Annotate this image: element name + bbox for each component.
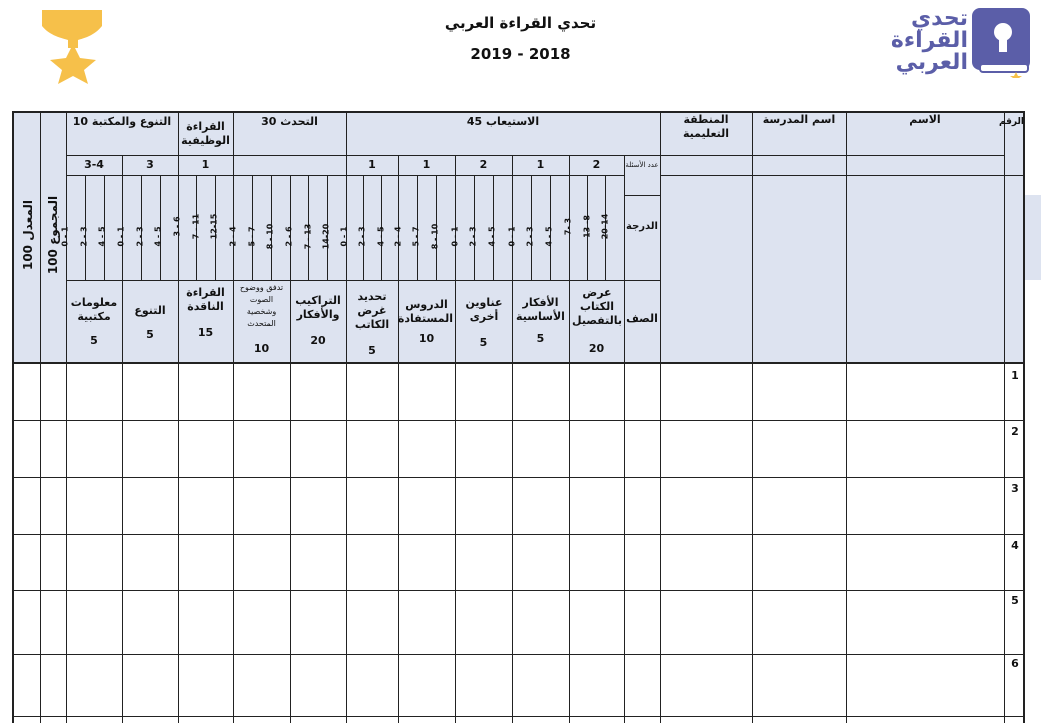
row-number: 3 <box>1011 482 1019 495</box>
col-grade: الدرجة <box>626 221 658 232</box>
label-author-purpose: تحديد غرض الكاتب <box>354 290 390 331</box>
group-functional-reading: القراءة الوظيفية <box>181 120 230 147</box>
label-voice-fluency: تدفق ووضوح الصوت وشخصية المتحدث <box>239 283 284 328</box>
col-class: الصف <box>626 312 658 325</box>
row-number: 1 <box>1011 369 1019 382</box>
label-lessons-learned: الدروس المستفادة <box>397 298 453 325</box>
row-number: 5 <box>1011 594 1019 607</box>
col-average: المعدل 100 <box>21 199 35 271</box>
group-variety-library: التنوع والمكتبة 10 <box>72 115 172 128</box>
col-total: المجموع 100 <box>46 195 60 275</box>
col-number: الرقم <box>998 117 1024 127</box>
group-comprehension: الاستيعاب 45 <box>466 115 540 128</box>
label-other-titles: عناوين أخرى <box>465 296 503 323</box>
page-title: تحدي القراءة العربي <box>444 14 597 32</box>
row-number: 2 <box>1011 425 1019 438</box>
col-questions-count: عدد الأسئلة <box>625 161 659 169</box>
group-speaking: التحدث 30 <box>261 115 318 128</box>
label-detailed-presentation: عرض الكتاب بالتفصيل <box>572 286 622 327</box>
book-lock-icon <box>970 8 1034 78</box>
col-region: المنطقة التعليمية <box>682 113 730 140</box>
table-header <box>12 111 1025 363</box>
label-variety: التنوع <box>134 304 166 317</box>
challenge-logo: تحدي القراءة العربي <box>890 6 968 75</box>
academic-year: 2019 - 2018 <box>470 45 571 63</box>
star-logo-icon <box>38 6 108 84</box>
label-critical-reading: القراءة الناقدة <box>186 286 225 313</box>
row-number: 4 <box>1011 539 1019 552</box>
label-structures-ideas: التراكيب والأفكار <box>295 294 341 321</box>
count-detailed-presentation: 2 <box>592 158 601 171</box>
label-main-ideas: الأفكار الأساسية <box>516 296 565 323</box>
row-number: 6 <box>1011 657 1019 670</box>
col-name: الاسم <box>909 113 941 126</box>
col-school: اسم المدرسة <box>762 113 836 126</box>
label-library-info: معلومات مكتبية <box>70 296 118 323</box>
table-body <box>12 363 1025 723</box>
